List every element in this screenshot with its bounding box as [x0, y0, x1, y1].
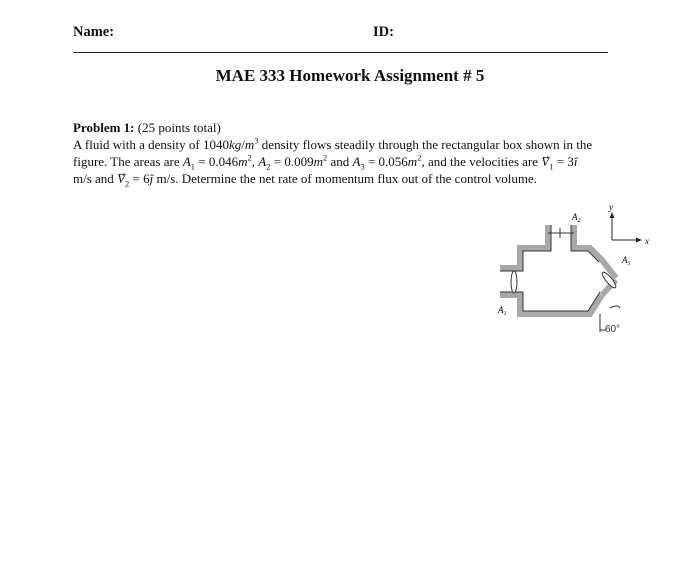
problem-heading-line — [73, 119, 666, 136]
area-a2-value: 0.009 — [284, 154, 314, 169]
problem-text-d: and — [327, 154, 353, 169]
problem-text-e: , and the velocities are — [421, 154, 542, 169]
area-a3-value: 0.056 — [378, 154, 408, 169]
problem-1 — [73, 119, 666, 187]
problem-text-c: figure. The areas are — [73, 154, 183, 169]
velocity-v2-value: 6 — [143, 171, 150, 186]
angle-label: 60° — [605, 324, 621, 335]
velocity-v1-value: 3 — [567, 154, 574, 169]
label-a2: $A_2$ — [572, 212, 581, 224]
header-rule — [73, 52, 608, 53]
problem-text-f: m/s and — [73, 171, 118, 186]
label-a1: $A_1$ — [498, 305, 507, 317]
axis-x-label: x — [645, 236, 649, 246]
inlet-a1-section — [511, 271, 517, 293]
problem-text-b: density flows steadily through the rectangular box shown in the — [258, 137, 593, 152]
name-label: Name: — [73, 24, 115, 40]
problem-text-g: m/s. Determine the net rate of momentum flux out of the control volume. — [153, 171, 538, 186]
axes-icon — [610, 212, 643, 243]
problem-text-a: A fluid with a density of 1040 — [73, 137, 229, 152]
id-label: ID: — [373, 24, 394, 40]
outlet-a2-section — [548, 228, 574, 238]
problem-text-line-2: figure. The areas are $A_1 = 0.046m^2$, $A_2 = 0.009m^2$ and $A_3 = 0.056m^2$, and the velocities are $V_1$ = 3î — [73, 152, 578, 172]
control-volume-figure — [490, 200, 660, 340]
problem-text-line-3: m/s and $V_2$ = 6ĵ m/s. Determine the net rate of momentum flux out of the control volume. — [73, 171, 538, 189]
area-a1-value: 0.046 — [208, 154, 239, 169]
assignment-title: MAE 333 Homework Assignment # 5 — [215, 66, 485, 85]
label-a3: $A_3$ — [622, 255, 631, 267]
axis-y-label: y — [609, 202, 613, 212]
problem-points: (25 points total) — [137, 120, 221, 135]
problem-label: Problem 1: — [73, 120, 135, 135]
problem-text-line-1: A fluid with a density of $1040kg/m^3$ density flows steadily through the rectangular box shown in the — [73, 135, 593, 152]
